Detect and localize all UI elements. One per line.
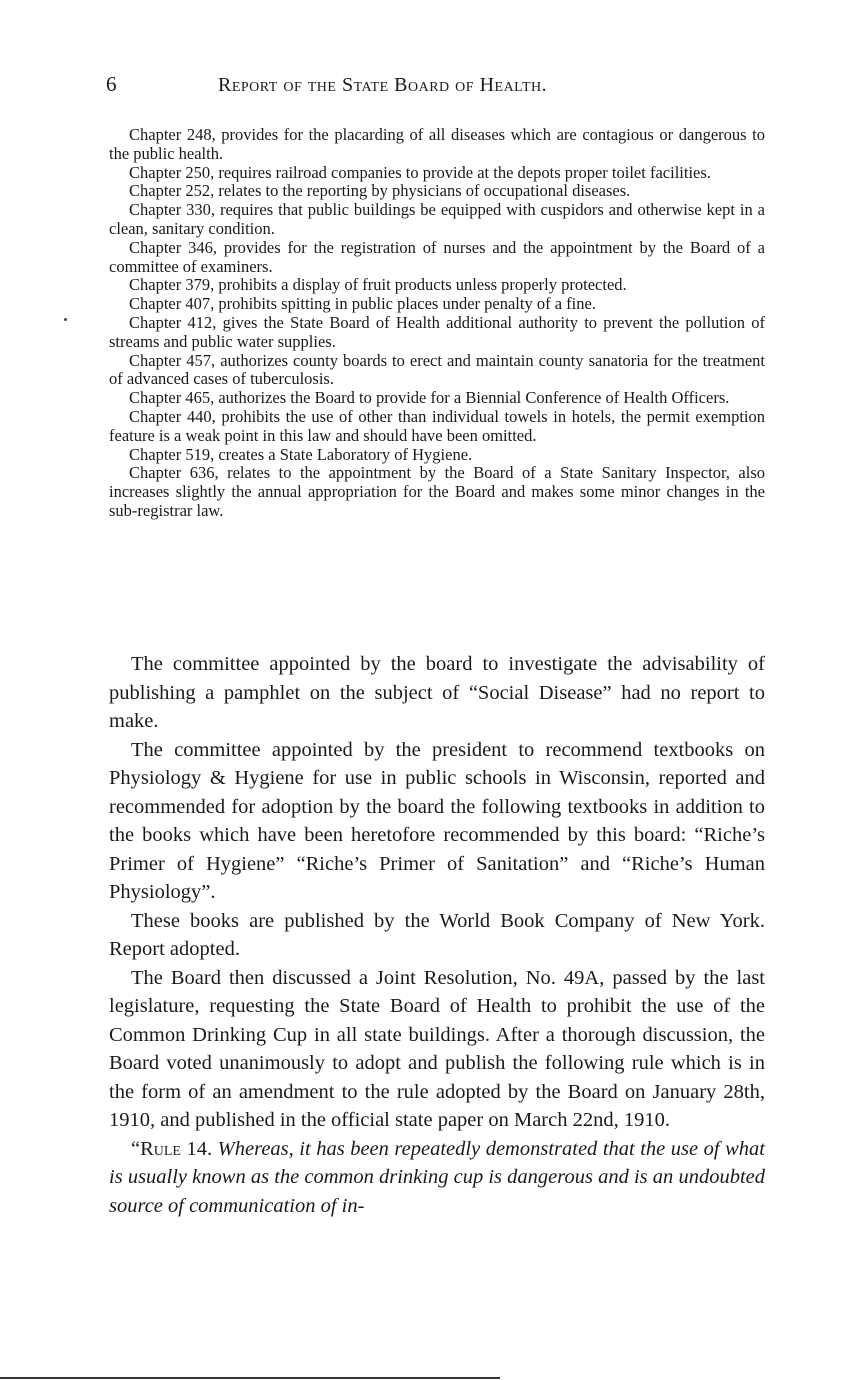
chapter-item-440: Chapter 440, prohibits the use of other than individual towels in hotels, the permit exemption feature is a weak point in this law and should have been omitted. xyxy=(109,406,765,445)
running-title: Report of the State Board of Health. xyxy=(218,74,548,96)
rule-text: Whereas, it has been repeatedly demonstrated that the use of what is usually known as the common drinking cup is dangerous and is an undoubted source of communication of in- xyxy=(109,1137,765,1217)
chapter-item-250: Chapter 250, requires railroad companies to provide at the depots proper toilet facilities. xyxy=(129,162,711,182)
chapter-item-519: Chapter 519, creates a State Laboratory of Hygiene. xyxy=(129,444,473,464)
chapter-item-412: Chapter 412, gives the State Board of Health additional authority to prevent the pollution of streams and public water supplies. xyxy=(109,312,765,351)
rule-label: “Rule 14. xyxy=(131,1137,213,1160)
chapter-list xyxy=(109,126,765,521)
chapter-item-636: Chapter 636, relates to the appointment by the Board of a State Sanitary Inspector, also increases slightly the annual appropriation for the Board and makes some minor changes in the sub-registrar law. xyxy=(109,463,765,520)
chapter-item-252: Chapter 252, relates to the reporting by physicians of occupational diseases. xyxy=(129,181,631,201)
paragraph-rule-14 xyxy=(109,1135,765,1221)
chapter-item-379: Chapter 379, prohibits a display of fruit products unless properly protected. xyxy=(129,275,627,295)
chapter-item-346: Chapter 346, provides for the registration of nurses and the appointment by the Board of a committee of examiners. xyxy=(109,237,765,276)
chapter-item-248: Chapter 248, provides for the placarding of all diseases which are contagious or dangerous to the public health. xyxy=(109,125,765,163)
page-number: 6 xyxy=(106,72,117,96)
chapter-item-457: Chapter 457, authorizes county boards to erect and maintain county sanatoria for the treatment of advanced cases of tuberculosis. xyxy=(109,350,765,389)
page-header xyxy=(106,72,766,102)
chapter-item-465: Chapter 465, authorizes the Board to provide for a Biennial Conference of Health Officers. xyxy=(129,388,730,408)
paragraph-social-disease: The committee appointed by the board to investigate the advisability of publishing a pamphlet on the subject of “Social Disease” had no report to make. xyxy=(109,653,765,732)
chapter-item-407: Chapter 407, prohibits spitting in public places under penalty of a fine. xyxy=(129,294,596,314)
body-text xyxy=(109,650,765,1220)
paragraph-publisher: These books are published by the World Book Company of New York. Report adopted. xyxy=(109,909,765,960)
chapter-item-330: Chapter 330, requires that public buildings be equipped with cuspidors and otherwise kept in a clean, sanitary condition. xyxy=(109,200,765,238)
bottom-border xyxy=(0,1377,500,1379)
paragraph-joint-resolution: The Board then discussed a Joint Resolution, No. 49A, passed by the last legislature, requesting the State Board of Health to prohibit the use of the Common Drinking Cup in all state buildings. After a thorough discussion, the Board voted unanimously to adopt and publish the following rule which is in the form of an amendment to the rule adopted by the Board on January 28th, 1910, and published in the official state paper on March 22nd, 1910. xyxy=(109,966,765,1131)
print-speck xyxy=(64,318,67,321)
paragraph-textbooks: The committee appointed by the president to recommend textbooks on Physiology & Hygiene for use in public schools in Wisconsin, reported and recommended for adoption by the board the following textbooks in addition to the books which have been heretofore recommended by this board: “Riche’s Primer of Hygiene” “Riche’s Primer of Sanitation” and “Riche’s Human Physiology”. xyxy=(109,738,765,903)
